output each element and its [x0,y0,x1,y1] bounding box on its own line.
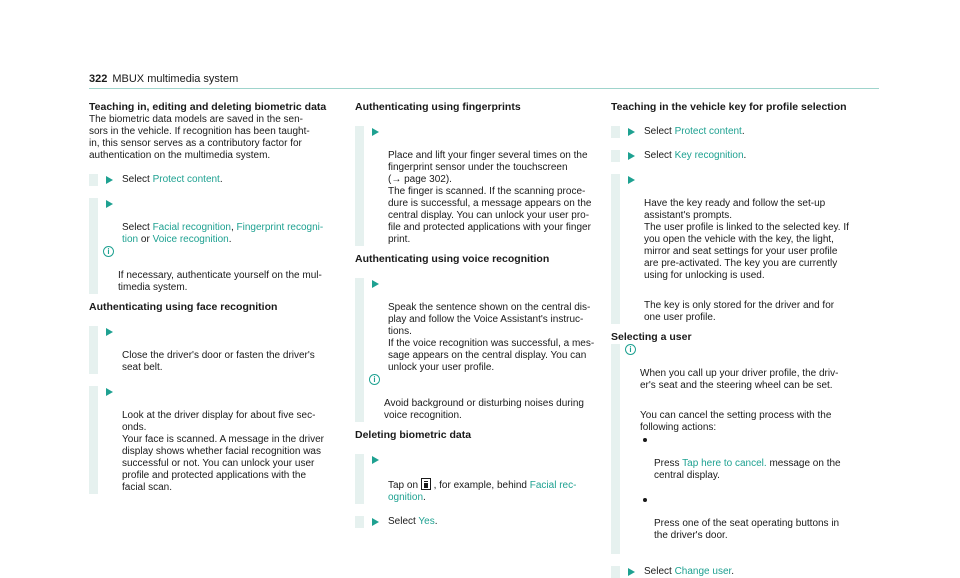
section-heading-selecting-user: Selecting a user [611,331,692,343]
step-arrow-icon [372,128,379,136]
section-heading-face-recognition: Authenticating using face recognition [89,301,278,313]
note-avoid-noise: i Avoid background or disturbing noises during voice recognition. [355,374,600,422]
step-arrow-icon [628,176,635,184]
fingerprint-recognition-link[interactable]: Fingerprint recogni- tion [122,222,324,245]
trash-icon[interactable] [421,478,431,490]
page-number: 322 [89,73,108,85]
section-heading-deleting: Deleting biometric data [355,429,472,441]
step-arrow-icon [372,518,379,526]
key-recognition-link[interactable]: Key recognition [674,150,744,161]
step-look-at-display: Look at the driver display for about five sec- onds. Your face is scanned. A message in the driver display shows whether facial recognition was successful or not. You can unlock your user profile and protected applications with the facial scan. [89,386,329,494]
header-divider [89,88,879,89]
section-heading-voice-recognition: Authenticating using voice recognition [355,253,550,265]
voice-recognition-link[interactable]: Voice recognition [152,234,229,245]
step-arrow-icon [106,328,113,336]
note-driver-profile: i When you call up your driver profile, the driv- er's seat and the steering wheel can be set. You can cancel the setting process with the following actions: Press Tap here to cancel. message on the central display. Press one of the seat operating buttons in the driver's door. [611,344,866,554]
step-arrow-icon [106,200,113,208]
info-icon: i [369,374,380,385]
page-header-title: MBUX multimedia system [112,73,239,85]
column-right [611,101,866,578]
yes-link[interactable]: Yes [418,516,435,527]
step-arrow-icon [372,456,379,464]
intro-paragraph: The biometric data models are saved in the sen- sors in the vehicle. If recognition has been taught- in, this sensor serves as a contributory factor for authentication on the multimedia system. [89,114,310,161]
change-user-link[interactable]: Change user [674,566,732,577]
list-item: Press Tap here to cancel. message on the central display. [640,434,866,482]
note-authenticate: i If necessary, authenticate yourself on the mul- timedia system. [89,246,329,294]
step-arrow-icon [628,128,635,136]
info-icon: i [625,344,636,355]
protect-content-link[interactable]: Protect content [674,126,742,137]
facial-recognition-link[interactable]: Facial recognition [152,222,231,233]
section-heading-vehicle-key: Teaching in the vehicle key for profile selection [611,101,847,113]
section-heading-teaching-in: Teaching in, editing and deleting biometric data [89,101,327,113]
tap-here-to-cancel-link[interactable]: Tap here to cancel. [682,458,767,469]
step-speak-sentence: Speak the sentence shown on the central dis- play and follow the Voice Assistant's instruc- tions. If the voice recognition was successful, a mes- sage appears on the central display. You can unlock your user profile. [355,278,600,374]
list-item: Press one of the seat operating buttons in the driver's door. [640,494,866,542]
column-middle [355,101,600,528]
step-select-recognition-type: Select Facial recognition, Fingerprint recogni- tion or Voice recognition. [89,198,329,246]
step-place-finger: Place and lift your finger several times on the fingerprint sensor under the touchscreen (→ page 302). The finger is scanned. If the scanning proce- dure is successful, a message appears on the central display. You can unlock your user pro- file and protected applications with your finger print. [355,126,600,246]
page-header [89,72,238,86]
step-arrow-icon [106,388,113,396]
step-select-protect-content: Select Protect content. [89,174,329,186]
step-arrow-icon [372,280,379,288]
step-close-door: Close the driver's door or fasten the driver's seat belt. [89,326,329,374]
column-left [89,101,329,494]
step-arrow-icon [106,176,113,184]
facial-recognition-link[interactable]: Facial rec- ognition [388,480,577,503]
step-select-protect-content-2: Select Protect content. [611,126,866,138]
section-heading-fingerprints: Authenticating using fingerprints [355,101,521,113]
protect-content-link[interactable]: Protect content [152,174,220,185]
step-arrow-icon [628,152,635,160]
step-select-key-recognition: Select Key recognition. [611,150,866,162]
step-tap-delete: Tap on , for example, behind Facial rec- ognition. [355,454,600,504]
info-icon: i [103,246,114,257]
step-select-yes: Select Yes. [355,516,600,528]
step-select-change-user: Select Change user. [611,566,866,578]
step-arrow-icon [628,568,635,576]
step-have-key-ready: Have the key ready and follow the set-up assistant's prompts. The user profile is linked to the selected key. If you open the vehicle with the key, the light, mirror and seat settings for your user profile are pre-activated. The key you are currently using for unlocking is used. The key is only stored for the driver and for one user profile. [611,174,866,324]
